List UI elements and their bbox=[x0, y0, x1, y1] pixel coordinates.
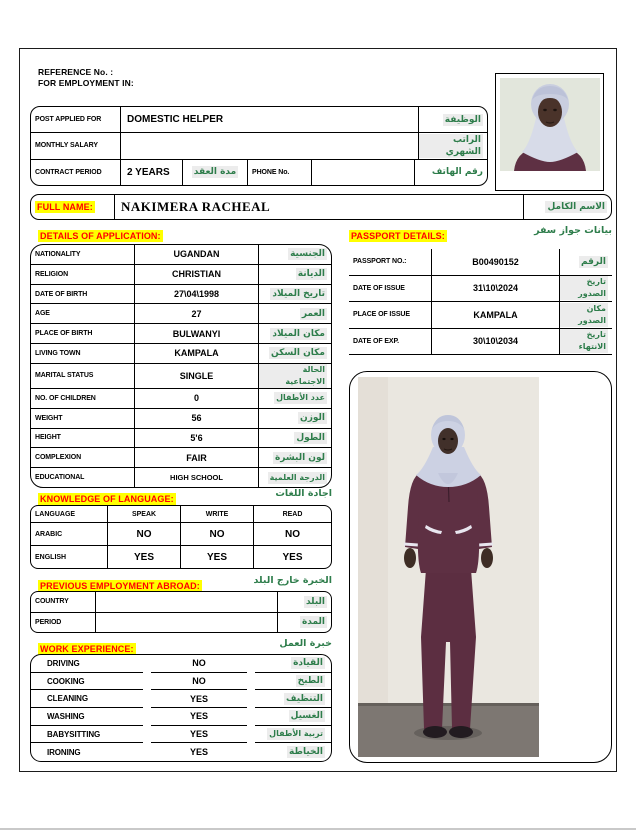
place-of-birth-value: BULWANYI bbox=[135, 324, 259, 343]
washing-arabic: الغسيل bbox=[290, 711, 323, 722]
table-row bbox=[31, 133, 487, 159]
table-row bbox=[31, 160, 487, 185]
passport-section-heading: PASSPORT DETAILS: bbox=[351, 231, 445, 241]
religion-label: RELIGION bbox=[31, 265, 135, 284]
educational-label: EDUCATIONAL bbox=[31, 468, 135, 487]
arabic-write-value: NO bbox=[181, 523, 254, 545]
full-name-row bbox=[30, 194, 612, 220]
post-applied-value: DOMESTIC HELPER bbox=[121, 107, 419, 132]
language-col-header: LANGUAGE bbox=[31, 506, 108, 522]
passport-table bbox=[349, 249, 612, 355]
table-row bbox=[31, 107, 487, 133]
read-col-header: READ bbox=[282, 510, 303, 518]
date-of-exp-arabic: تاريخ الانتهاء bbox=[560, 329, 608, 353]
passport-no-arabic: الرقم bbox=[580, 256, 606, 267]
period-label: PERIOD bbox=[31, 613, 96, 633]
phone-no-label: PHONE No. bbox=[248, 160, 312, 185]
previous-employment-heading: PREVIOUS EMPLOYMENT ABROAD: bbox=[40, 581, 200, 591]
complexion-value: FAIR bbox=[135, 448, 259, 467]
complexion-label: COMPLEXION bbox=[31, 448, 135, 467]
table-row bbox=[349, 329, 612, 356]
arabic-speak-value: NO bbox=[108, 523, 181, 545]
contract-period-arabic: مدة العقد bbox=[193, 167, 237, 178]
children-value: 0 bbox=[135, 389, 259, 408]
table-row bbox=[31, 324, 331, 344]
age-arabic: العمر bbox=[301, 308, 325, 319]
babysitting-label: BABYSITTING bbox=[31, 726, 143, 744]
arabic-language-label: ARABIC bbox=[31, 523, 108, 545]
living-town-value: KAMPALA bbox=[135, 344, 259, 363]
table-row bbox=[31, 673, 331, 691]
height-value: 5'6 bbox=[135, 429, 259, 448]
table-row bbox=[349, 249, 612, 276]
passport-photo bbox=[500, 78, 600, 171]
write-col-header: WRITE bbox=[181, 506, 254, 522]
passport-photo-box bbox=[495, 73, 604, 191]
table-row bbox=[31, 409, 331, 429]
english-language-label: ENGLISH bbox=[31, 546, 108, 568]
post-applied-label: POST APPLIED FOR bbox=[31, 107, 121, 132]
marital-status-label: MARITAL STATUS bbox=[31, 364, 135, 388]
reference-block bbox=[38, 67, 134, 89]
cleaning-value: YES bbox=[151, 690, 247, 708]
ironing-label: IRONING bbox=[47, 747, 81, 757]
cooking-label: COOKING bbox=[31, 673, 143, 691]
table-row bbox=[31, 592, 331, 613]
date-of-issue-label: DATE OF ISSUE bbox=[349, 276, 432, 302]
children-arabic: عدد الأطفال bbox=[276, 393, 325, 403]
previous-employment-table bbox=[30, 591, 332, 633]
table-row bbox=[31, 304, 331, 324]
phone-no-arabic: رقم الهاتف bbox=[431, 167, 483, 178]
speak-col-header: SPEAK bbox=[108, 506, 181, 522]
place-of-issue-value: KAMPALA bbox=[432, 302, 560, 328]
table-row bbox=[31, 523, 331, 546]
living-town-label: LIVING TOWN bbox=[31, 344, 135, 363]
passport-section-arabic: بيانات جواز سفر bbox=[534, 225, 612, 236]
table-row bbox=[31, 708, 331, 726]
ironing-arabic: الخياطة bbox=[289, 747, 323, 758]
full-body-photo bbox=[358, 377, 539, 757]
table-row bbox=[31, 613, 331, 633]
weight-value: 56 bbox=[135, 409, 259, 428]
place-of-birth-arabic: مكان الميلاد bbox=[272, 328, 325, 339]
religion-arabic: الديانة bbox=[297, 269, 325, 280]
date-of-birth-value: 27\04\1998 bbox=[135, 285, 259, 304]
babysitting-value: YES bbox=[151, 726, 247, 744]
country-arabic: البلد bbox=[305, 596, 325, 607]
table-row bbox=[31, 468, 331, 487]
contract-period-label: CONTRACT PERIOD bbox=[31, 160, 121, 185]
complexion-arabic: لون البشرة bbox=[274, 452, 325, 463]
work-experience-arabic: خبرة العمل bbox=[279, 638, 332, 649]
country-label: COUNTRY bbox=[31, 592, 96, 612]
driving-value: NO bbox=[151, 655, 247, 673]
ironing-value: YES bbox=[189, 747, 208, 758]
language-section-arabic: اجادة اللغات bbox=[275, 488, 332, 499]
table-row bbox=[31, 265, 331, 285]
cleaning-arabic: التنظيف bbox=[286, 693, 323, 704]
table-row bbox=[31, 285, 331, 305]
english-write-value: YES bbox=[181, 546, 254, 568]
work-experience-heading: WORK EXPERIENCE: bbox=[40, 644, 134, 654]
previous-employment-arabic: الخبرة خارج البلد bbox=[253, 575, 332, 586]
reference-no-label: REFERENCE No. : bbox=[38, 67, 114, 77]
table-header-row bbox=[31, 506, 331, 523]
children-label: NO. OF CHILDREN bbox=[31, 389, 135, 408]
country-value bbox=[96, 592, 278, 612]
table-row bbox=[31, 726, 331, 744]
babysitting-arabic: تربية الأطفال bbox=[269, 729, 323, 739]
date-of-issue-value: 31\10\2024 bbox=[432, 276, 560, 302]
driving-label: DRIVING bbox=[31, 655, 143, 673]
passport-no-value: B00490152 bbox=[432, 249, 560, 275]
phone-no-value bbox=[312, 160, 415, 185]
monthly-salary-label: MONTHLY SALARY bbox=[31, 133, 121, 158]
table-row bbox=[349, 302, 612, 329]
page-bottom-edge bbox=[0, 828, 636, 830]
date-of-issue-arabic: تاريخ الصدور bbox=[560, 276, 608, 300]
english-read-value: YES bbox=[282, 551, 303, 563]
table-row bbox=[31, 690, 331, 708]
table-row bbox=[31, 743, 331, 761]
nationality-value: UGANDAN bbox=[135, 245, 259, 264]
period-arabic: المدة bbox=[301, 617, 325, 628]
weight-arabic: الوزن bbox=[300, 413, 325, 424]
date-of-exp-label: DATE OF EXP. bbox=[349, 329, 432, 355]
full-name-value: NAKIMERA RACHEAL bbox=[115, 195, 524, 219]
for-employment-label: FOR EMPLOYMENT IN: bbox=[38, 78, 134, 88]
table-row bbox=[31, 364, 331, 389]
place-of-issue-arabic: مكان الصدور bbox=[560, 303, 608, 327]
height-label: HEIGHT bbox=[31, 429, 135, 448]
period-value bbox=[96, 613, 278, 633]
religion-value: CHRISTIAN bbox=[135, 265, 259, 284]
work-experience-table bbox=[30, 654, 332, 762]
cleaning-label: CLEANING bbox=[31, 690, 143, 708]
height-arabic: الطول bbox=[296, 432, 325, 443]
age-label: AGE bbox=[31, 304, 135, 323]
date-of-exp-value: 30\10\2034 bbox=[432, 329, 560, 355]
cooking-arabic: الطبخ bbox=[297, 676, 323, 686]
marital-status-arabic: الحالة الاجتماعية bbox=[259, 364, 327, 388]
post-applied-table bbox=[30, 106, 488, 186]
post-applied-arabic: الوظيفة bbox=[444, 114, 481, 125]
full-body-photo-box bbox=[349, 371, 612, 763]
language-table bbox=[30, 505, 332, 569]
passport-no-label: PASSPORT NO.: bbox=[349, 249, 432, 275]
place-of-birth-label: PLACE OF BIRTH bbox=[31, 324, 135, 343]
age-value: 27 bbox=[135, 304, 259, 323]
details-section-heading: DETAILS OF APPLICATION: bbox=[40, 231, 161, 241]
full-name-label: FULL NAME: bbox=[37, 202, 93, 212]
educational-value: HIGH SCHOOL bbox=[135, 468, 259, 487]
date-of-birth-arabic: تاريخ الميلاد bbox=[272, 289, 325, 300]
english-speak-value: YES bbox=[108, 546, 181, 568]
marital-status-value: SINGLE bbox=[135, 364, 259, 388]
place-of-issue-label: PLACE OF ISSUE bbox=[349, 302, 432, 328]
nationality-label: NATIONALITY bbox=[31, 245, 135, 264]
cooking-value: NO bbox=[151, 673, 247, 691]
date-of-birth-label: DATE OF BIRTH bbox=[31, 285, 135, 304]
monthly-salary-arabic: الراتب الشهري bbox=[419, 134, 483, 158]
educational-arabic: الدرجة العلمية bbox=[269, 472, 325, 482]
washing-value: YES bbox=[151, 708, 247, 726]
full-name-arabic: الاسم الكامل bbox=[547, 202, 605, 212]
nationality-arabic: الجنسية bbox=[290, 249, 325, 260]
arabic-read-value: NO bbox=[285, 528, 300, 540]
table-row bbox=[31, 546, 331, 568]
table-row bbox=[31, 245, 331, 265]
washing-label: WASHING bbox=[31, 708, 143, 726]
table-row bbox=[31, 448, 331, 468]
table-row bbox=[31, 655, 331, 673]
monthly-salary-value bbox=[121, 133, 419, 158]
living-town-arabic: مكان السكن bbox=[271, 348, 325, 359]
table-row bbox=[31, 344, 331, 364]
table-row bbox=[31, 389, 331, 409]
table-row bbox=[349, 276, 612, 303]
weight-label: WEIGHT bbox=[31, 409, 135, 428]
contract-period-value: 2 YEARS bbox=[121, 160, 183, 185]
driving-arabic: القيادة bbox=[293, 658, 323, 669]
table-row bbox=[31, 429, 331, 449]
details-table bbox=[30, 244, 332, 488]
language-section-heading: KNOWLEDGE OF LANGUAGE: bbox=[40, 494, 174, 504]
